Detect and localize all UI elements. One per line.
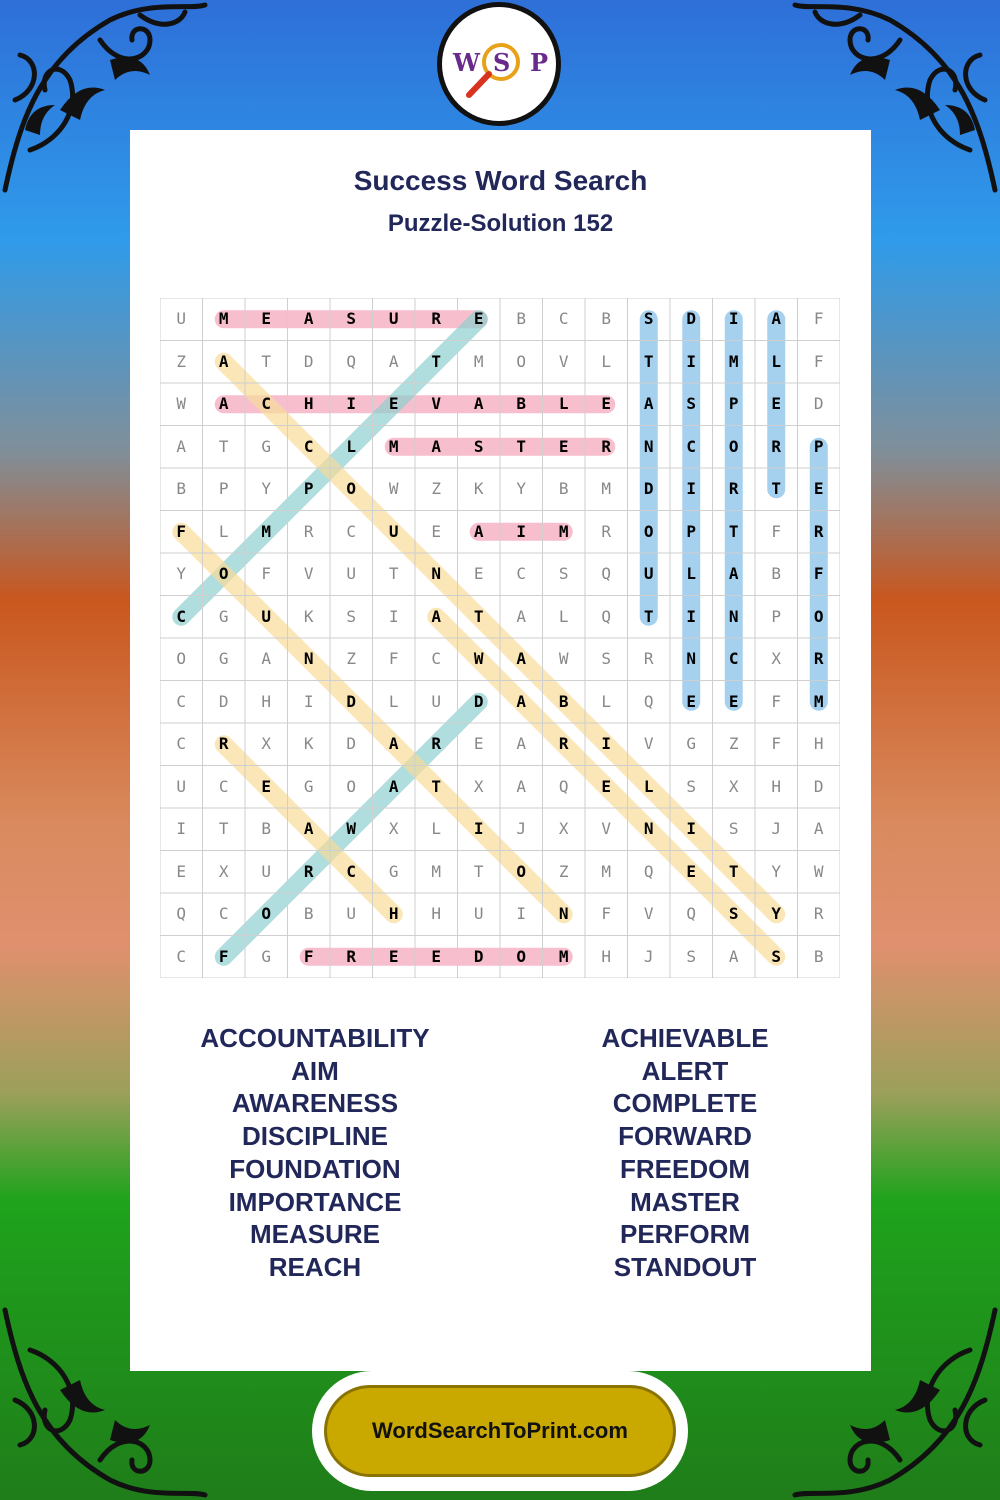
grid-cell[interactable]: U <box>261 861 272 881</box>
grid-cell[interactable]: Q <box>686 904 697 923</box>
grid-cell[interactable]: L <box>218 521 229 541</box>
grid-cell[interactable]: I <box>728 309 739 328</box>
grid-cell[interactable]: E <box>686 861 697 881</box>
grid-cell[interactable]: R <box>813 649 824 668</box>
grid-cell[interactable]: B <box>558 691 569 711</box>
grid-cell[interactable]: S <box>558 564 569 583</box>
word-list-item: PERFORM <box>620 1219 750 1250</box>
grid-cell[interactable]: D <box>473 946 484 966</box>
grid-cell[interactable]: T <box>473 861 484 881</box>
grid-cell[interactable]: A <box>176 436 187 456</box>
grid-cell[interactable]: G <box>388 861 399 881</box>
grid-cell[interactable]: P <box>686 521 697 541</box>
word-list-item: ACCOUNTABILITY <box>200 1023 430 1053</box>
grid-cell[interactable]: P <box>303 479 314 498</box>
grid-cell[interactable]: Z <box>558 861 569 881</box>
grid-cell[interactable]: S <box>473 436 484 456</box>
grid-cell[interactable]: Z <box>346 649 357 668</box>
grid-cell[interactable]: I <box>686 351 697 371</box>
grid-cell[interactable]: N <box>558 904 569 923</box>
grid-cell[interactable]: A <box>388 734 399 753</box>
grid-cell[interactable]: J <box>771 819 782 838</box>
grid-cell[interactable]: F <box>261 564 272 583</box>
grid-cell[interactable]: M <box>558 946 569 966</box>
grid-cell[interactable]: I <box>686 479 697 498</box>
grid-cell[interactable]: L <box>771 351 782 371</box>
grid-cell[interactable]: E <box>261 309 272 328</box>
grid-cell[interactable]: U <box>431 691 442 711</box>
grid-cell[interactable]: C <box>516 564 527 583</box>
grid-cell[interactable]: T <box>728 861 739 881</box>
grid-cell[interactable]: S <box>686 394 697 413</box>
grid-cell[interactable]: E <box>686 691 697 711</box>
grid-cell[interactable]: R <box>558 734 569 753</box>
grid-cell[interactable]: E <box>176 861 187 881</box>
grid-cell[interactable]: N <box>431 564 442 583</box>
grid-cell[interactable]: W <box>346 819 357 838</box>
grid-cell[interactable]: M <box>473 351 484 371</box>
grid-cell[interactable]: B <box>516 309 527 328</box>
grid-cell[interactable]: Z <box>431 479 442 498</box>
grid-cell[interactable]: H <box>813 734 824 753</box>
grid-cell[interactable]: L <box>558 606 569 626</box>
grid-cell[interactable]: T <box>218 436 229 456</box>
word-list-item: AWARENESS <box>231 1088 399 1119</box>
grid-cell[interactable]: F <box>813 309 824 328</box>
grid-cell[interactable]: D <box>346 734 357 753</box>
grid-cell[interactable]: K <box>473 479 484 498</box>
grid-cell[interactable]: E <box>813 479 824 498</box>
grid-cell[interactable]: O <box>218 564 229 583</box>
grid-cell[interactable]: S <box>771 946 782 966</box>
grid-cell[interactable]: J <box>643 946 654 966</box>
grid-cell[interactable]: F <box>176 521 187 541</box>
grid-cell[interactable]: D <box>686 309 697 328</box>
grid-cell[interactable]: A <box>771 309 782 328</box>
grid-cell[interactable]: A <box>643 394 654 413</box>
grid-cell[interactable]: L <box>601 691 612 711</box>
grid-cell[interactable]: E <box>601 776 612 796</box>
grid-cell[interactable]: T <box>473 606 484 626</box>
grid-cell[interactable]: Q <box>176 904 187 923</box>
puzzle-card <box>130 130 871 1371</box>
grid-cell[interactable]: M <box>558 521 569 541</box>
grid-cell[interactable]: T <box>431 351 442 371</box>
word-list-item: FORWARD <box>618 1121 752 1152</box>
grid-cell[interactable]: B <box>303 904 314 923</box>
grid-cell[interactable]: I <box>346 394 357 413</box>
grid-cell[interactable]: U <box>643 564 654 583</box>
grid-cell[interactable]: U <box>388 309 399 328</box>
page-subtitle: Puzzle-Solution 152 <box>387 210 614 237</box>
grid-cell[interactable]: L <box>686 564 697 583</box>
grid-cell[interactable]: O <box>516 351 527 371</box>
grid-cell[interactable]: T <box>431 776 442 796</box>
grid-cell[interactable]: S <box>728 819 739 838</box>
grid-cell[interactable]: A <box>388 776 399 796</box>
grid-cell[interactable]: N <box>303 649 314 668</box>
grid-cell[interactable]: F <box>303 946 314 966</box>
grid-cell[interactable]: H <box>303 394 314 413</box>
grid-cell[interactable]: L <box>388 691 399 711</box>
grid-cell[interactable]: V <box>303 564 314 583</box>
grid-cell[interactable]: E <box>558 436 569 456</box>
grid-cell[interactable]: M <box>388 436 399 456</box>
grid-cell[interactable]: K <box>303 734 314 753</box>
grid-cell[interactable]: C <box>346 521 357 541</box>
grid-cell[interactable]: V <box>643 904 654 923</box>
word-list-item: STANDOUT <box>613 1251 757 1282</box>
grid-cell[interactable]: U <box>261 606 272 626</box>
grid-cell[interactable]: M <box>218 309 229 328</box>
grid-cell[interactable]: C <box>176 691 187 711</box>
grid-cell[interactable]: O <box>516 946 527 966</box>
grid-cell[interactable]: Z <box>728 734 739 753</box>
grid-cell[interactable]: I <box>601 734 612 753</box>
grid-cell[interactable]: Q <box>643 861 654 881</box>
grid-cell[interactable]: F <box>813 564 824 583</box>
word-list-left <box>130 1022 500 1284</box>
grid-cell[interactable]: E <box>601 394 612 413</box>
grid-cell[interactable]: U <box>346 564 357 583</box>
grid-cell[interactable]: D <box>643 479 654 498</box>
word-list-item: AIM <box>291 1055 339 1086</box>
word-list-item: MEASURE <box>249 1219 380 1250</box>
word-list-item: MASTER <box>630 1186 740 1217</box>
grid-cell[interactable]: N <box>686 649 697 668</box>
grid-cell[interactable]: D <box>303 351 314 371</box>
grid-cell[interactable]: F <box>601 904 612 923</box>
grid-cell[interactable]: A <box>516 776 527 796</box>
grid-cell[interactable]: C <box>303 436 314 456</box>
grid-cell[interactable]: H <box>431 904 442 923</box>
grid-cell[interactable]: Q <box>558 776 569 796</box>
grid-cell[interactable]: O <box>813 606 824 626</box>
grid-cell[interactable]: X <box>261 734 272 753</box>
grid-cell[interactable]: S <box>346 606 357 626</box>
grid-cell[interactable]: X <box>771 649 782 668</box>
grid-cell[interactable]: A <box>813 819 824 838</box>
grid-cell[interactable]: A <box>473 394 484 413</box>
grid-cell[interactable]: R <box>346 946 357 966</box>
grid-cell[interactable]: P <box>218 479 229 498</box>
grid-cell[interactable]: S <box>686 776 697 796</box>
grid-cell[interactable]: Y <box>771 904 782 923</box>
footer-pill <box>312 1371 688 1491</box>
grid-cell[interactable]: A <box>728 946 739 966</box>
grid-cell[interactable]: L <box>601 351 612 371</box>
grid-cell[interactable]: A <box>218 351 229 371</box>
grid-cell[interactable]: Z <box>176 351 187 371</box>
grid-cell[interactable]: R <box>728 479 739 498</box>
grid-cell[interactable]: B <box>558 479 569 498</box>
grid-cell[interactable]: C <box>176 946 187 966</box>
grid-cell[interactable]: E <box>473 564 484 583</box>
grid-cell[interactable]: F <box>218 946 229 966</box>
grid-cell[interactable]: Q <box>346 351 357 371</box>
grid-cell[interactable]: C <box>346 861 357 881</box>
grid-cell[interactable]: V <box>558 351 569 371</box>
grid-cell[interactable]: O <box>728 436 739 456</box>
grid-cell[interactable]: O <box>346 479 357 498</box>
grid-cell[interactable]: G <box>303 776 314 796</box>
grid-cell[interactable]: U <box>176 309 187 328</box>
word-list-item: COMPLETE <box>612 1088 758 1119</box>
grid-cell[interactable]: L <box>431 819 442 838</box>
grid-cell[interactable]: I <box>303 691 314 711</box>
grid-cell[interactable]: E <box>431 521 442 541</box>
grid-cell[interactable]: S <box>686 946 697 966</box>
grid-cell[interactable]: L <box>346 436 357 456</box>
grid-cell[interactable]: M <box>431 861 442 881</box>
grid-cell[interactable]: W <box>473 649 484 668</box>
grid-cell[interactable]: A <box>431 436 442 456</box>
grid-cell[interactable]: B <box>771 564 782 583</box>
grid-cell[interactable]: J <box>516 819 527 838</box>
grid-cell[interactable]: T <box>771 479 782 498</box>
grid-cell[interactable]: K <box>303 606 314 626</box>
grid-cell[interactable]: P <box>728 394 739 413</box>
wsp-logo[interactable] <box>437 2 561 126</box>
grid-cell[interactable]: A <box>728 564 739 583</box>
grid-cell[interactable]: H <box>601 946 612 966</box>
grid-cell[interactable]: X <box>728 776 739 796</box>
grid-cell[interactable]: Q <box>601 564 612 583</box>
grid-cell[interactable]: F <box>813 351 824 371</box>
grid-cell[interactable]: W <box>176 394 187 413</box>
grid-cell[interactable]: T <box>728 521 739 541</box>
grid-cell[interactable]: A <box>303 309 314 328</box>
grid-cell[interactable]: G <box>261 946 272 966</box>
grid-cell[interactable]: V <box>431 394 442 413</box>
grid-cell[interactable]: A <box>516 734 527 753</box>
grid-cell[interactable]: H <box>261 691 272 711</box>
grid-cell[interactable]: C <box>431 649 442 668</box>
grid-cell[interactable]: U <box>388 521 399 541</box>
grid-cell[interactable]: G <box>261 436 272 456</box>
grid-cell[interactable]: C <box>558 309 569 328</box>
grid-cell[interactable]: X <box>473 776 484 796</box>
grid-cell[interactable]: F <box>771 521 782 541</box>
grid-cell[interactable]: R <box>303 861 314 881</box>
grid-cell[interactable]: B <box>813 946 824 966</box>
grid-cell[interactable]: L <box>643 776 654 796</box>
grid-cell[interactable]: B <box>516 394 527 413</box>
grid-cell[interactable]: M <box>728 351 739 371</box>
grid-cell[interactable]: Y <box>771 861 782 881</box>
grid-cell[interactable]: T <box>643 351 654 371</box>
word-list-item: REACH <box>268 1251 362 1282</box>
grid-cell[interactable]: X <box>388 819 399 838</box>
grid-cell[interactable]: R <box>813 521 824 541</box>
grid-cell[interactable]: Q <box>643 691 654 711</box>
grid-cell[interactable]: O <box>346 776 357 796</box>
grid-cell[interactable]: C <box>261 394 272 413</box>
grid-cell[interactable]: E <box>388 394 399 413</box>
grid-cell[interactable]: O <box>176 649 187 668</box>
word-list-item: DISCIPLINE <box>242 1121 388 1152</box>
grid-cell[interactable]: E <box>473 309 484 328</box>
grid-cell[interactable]: D <box>473 691 484 711</box>
grid-cell[interactable]: C <box>728 649 739 668</box>
word-list-item: ALERT <box>641 1055 729 1086</box>
logo-letter-p: P <box>530 48 549 77</box>
grid-cell[interactable]: M <box>261 521 272 541</box>
grid-cell[interactable]: F <box>771 691 782 711</box>
grid-cell[interactable]: E <box>728 691 739 711</box>
grid-cell[interactable]: R <box>431 309 442 328</box>
grid-cell[interactable]: E <box>261 776 272 796</box>
grid-cell[interactable]: U <box>346 904 357 923</box>
grid-cell[interactable]: A <box>516 691 527 711</box>
grid-cell[interactable]: Q <box>601 606 612 626</box>
grid-cell[interactable]: A <box>516 606 527 626</box>
grid-cell[interactable]: A <box>473 521 484 541</box>
grid-cell[interactable]: W <box>388 479 399 498</box>
grid-cell[interactable]: C <box>176 606 187 626</box>
grid-cell[interactable]: S <box>346 309 357 328</box>
grid-cell[interactable]: N <box>643 436 654 456</box>
grid-cell[interactable]: X <box>218 861 229 881</box>
grid-cell[interactable]: I <box>388 606 399 626</box>
grid-cell[interactable]: A <box>218 394 229 413</box>
grid-cell[interactable]: S <box>728 904 739 923</box>
grid-cell[interactable]: C <box>176 734 187 753</box>
grid-cell[interactable]: R <box>601 521 612 541</box>
grid-cell[interactable]: V <box>643 734 654 753</box>
logo-letter-s: S <box>493 48 511 77</box>
grid-cell[interactable]: F <box>771 734 782 753</box>
grid-cell[interactable]: T <box>218 819 229 838</box>
grid-cell[interactable]: Y <box>516 479 527 498</box>
grid-cell[interactable]: L <box>558 394 569 413</box>
grid-cell[interactable]: I <box>473 819 484 838</box>
grid-cell[interactable]: A <box>516 649 527 668</box>
grid-cell[interactable]: E <box>473 734 484 753</box>
grid-cell[interactable]: D <box>218 691 229 711</box>
grid-cell[interactable]: R <box>643 649 654 668</box>
grid-cell[interactable]: H <box>771 776 782 796</box>
logo-letter-w: W <box>453 48 480 77</box>
grid-cell[interactable]: Y <box>261 479 272 498</box>
word-search-grid[interactable] <box>160 298 840 978</box>
grid-cell[interactable]: S <box>643 309 654 328</box>
grid-cell[interactable]: M <box>813 691 824 711</box>
grid-cell[interactable]: O <box>261 904 272 923</box>
grid-cell[interactable]: E <box>431 946 442 966</box>
grid-cell[interactable]: Y <box>176 564 187 583</box>
grid-cell[interactable]: P <box>771 606 782 626</box>
grid-cell[interactable]: G <box>686 734 697 753</box>
grid-cell[interactable]: C <box>218 776 229 796</box>
grid-cell[interactable]: P <box>813 436 824 456</box>
grid-cell[interactable]: I <box>516 904 527 923</box>
grid-cell[interactable]: W <box>813 861 824 881</box>
grid-cell[interactable]: A <box>431 606 442 626</box>
grid-cell[interactable]: R <box>601 436 612 456</box>
word-list-item: FREEDOM <box>620 1153 750 1184</box>
grid-cell[interactable]: V <box>601 819 612 838</box>
grid-cell[interactable]: U <box>176 776 187 796</box>
grid-cell[interactable]: R <box>431 734 442 753</box>
grid-cell[interactable]: N <box>728 606 739 626</box>
page-title: Success Word Search <box>353 165 648 196</box>
grid-cell[interactable]: I <box>516 521 527 541</box>
grid-cell[interactable]: D <box>813 394 824 413</box>
grid-cell[interactable]: D <box>346 691 357 711</box>
grid-cell[interactable]: F <box>388 649 399 668</box>
grid-cell[interactable]: A <box>388 351 399 371</box>
grid-cell[interactable]: T <box>516 436 527 456</box>
grid-cell[interactable]: U <box>473 904 484 923</box>
grid-cell[interactable]: C <box>218 904 229 923</box>
word-list-right <box>500 1022 870 1284</box>
grid-cell[interactable]: D <box>813 776 824 796</box>
grid-cell[interactable]: H <box>388 904 399 923</box>
word-list-item: ACHIEVABLE <box>601 1023 769 1053</box>
word-list-item: IMPORTANCE <box>228 1186 402 1217</box>
grid-cell[interactable]: G <box>218 606 229 626</box>
website-link-button[interactable]: WordSearchToPrint.com <box>324 1385 676 1477</box>
grid-cell[interactable]: C <box>686 436 697 456</box>
grid-cell[interactable]: T <box>643 606 654 626</box>
grid-cell[interactable]: X <box>558 819 569 838</box>
grid-cell[interactable]: I <box>686 819 697 838</box>
grid-cell[interactable]: R <box>813 904 824 923</box>
grid-cell[interactable]: T <box>261 351 272 371</box>
grid-cell[interactable]: B <box>601 309 612 328</box>
grid-cell[interactable]: B <box>261 819 272 838</box>
grid-cell[interactable]: R <box>218 734 229 753</box>
grid-cell[interactable]: R <box>771 436 782 456</box>
grid-cell[interactable]: T <box>388 564 399 583</box>
grid-cell[interactable]: I <box>686 606 697 626</box>
grid-cell[interactable]: O <box>516 861 527 881</box>
grid-cell[interactable]: I <box>176 819 187 838</box>
grid-cell[interactable]: O <box>643 521 654 541</box>
grid-cell[interactable]: A <box>303 819 314 838</box>
grid-cell[interactable]: M <box>601 479 612 498</box>
grid-cell[interactable]: G <box>218 649 229 668</box>
grid-cell[interactable]: E <box>388 946 399 966</box>
grid-cell[interactable]: B <box>176 479 187 498</box>
word-list-item: FOUNDATION <box>229 1153 401 1184</box>
grid-cell[interactable]: R <box>303 521 314 541</box>
grid-cell[interactable]: E <box>771 394 782 413</box>
grid-cell[interactable]: W <box>558 649 569 668</box>
grid-cell[interactable]: N <box>643 819 654 838</box>
grid-cell[interactable]: A <box>261 649 272 668</box>
grid-cell[interactable]: S <box>601 649 612 668</box>
grid-cell[interactable]: M <box>601 861 612 881</box>
